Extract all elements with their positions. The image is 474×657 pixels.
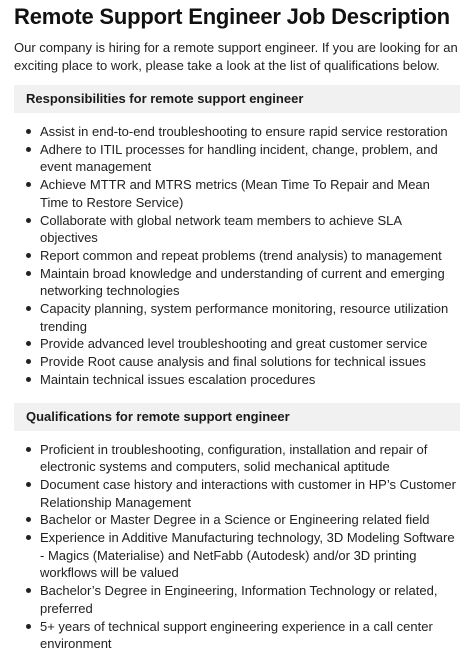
list-item: Report common and repeat problems (trend analysis) to management bbox=[40, 247, 460, 265]
list-item: Achieve MTTR and MTRS metrics (Mean Time To Repair and Mean Time to Restore Service) bbox=[40, 176, 460, 211]
list-item: 5+ years of technical support engineering experience in a call center environment bbox=[40, 618, 460, 653]
list-item: Provide advanced level troubleshooting and great customer service bbox=[40, 335, 460, 353]
list-item: Assist in end-to-end troubleshooting to ensure rapid service restoration bbox=[40, 123, 460, 141]
list-item: Bachelor’s Degree in Engineering, Information Technology or related, preferred bbox=[40, 582, 460, 617]
list-item: Collaborate with global network team members to achieve SLA objectives bbox=[40, 212, 460, 247]
list-item: Proficient in troubleshooting, configuration, installation and repair of electronic systems and computers, solid mechanical aptitude bbox=[40, 441, 460, 476]
list-item: Document case history and interactions with customer in HP’s Customer Relationship Management bbox=[40, 476, 460, 511]
list-item: Bachelor or Master Degree in a Science or Engineering related field bbox=[40, 511, 460, 529]
intro-paragraph: Our company is hiring for a remote support engineer. If you are looking for an exciting place to work, please take a look at the list of qualifications below. bbox=[14, 40, 458, 73]
list-item: Maintain technical issues escalation procedures bbox=[40, 371, 460, 389]
list-item: Provide Root cause analysis and final solutions for technical issues bbox=[40, 353, 460, 371]
list-item: Adhere to ITIL processes for handling incident, change, problem, and event management bbox=[40, 141, 460, 176]
qualifications-header: Qualifications for remote support engineer bbox=[14, 403, 460, 431]
list-item: Experience in Additive Manufacturing technology, 3D Modeling Software - Magics (Materialise) and NetFabb (Autodesk) and/or 3D printing workflows will be valued bbox=[40, 529, 460, 582]
qualifications-list bbox=[14, 441, 460, 653]
list-item: Maintain broad knowledge and understanding of current and emerging networking technologies bbox=[40, 265, 460, 300]
list-item: Capacity planning, system performance monitoring, resource utilization trending bbox=[40, 300, 460, 335]
responsibilities-list bbox=[14, 123, 460, 389]
page-title: Remote Support Engineer Job Description bbox=[14, 4, 450, 29]
responsibilities-header: Responsibilities for remote support engineer bbox=[14, 85, 460, 113]
